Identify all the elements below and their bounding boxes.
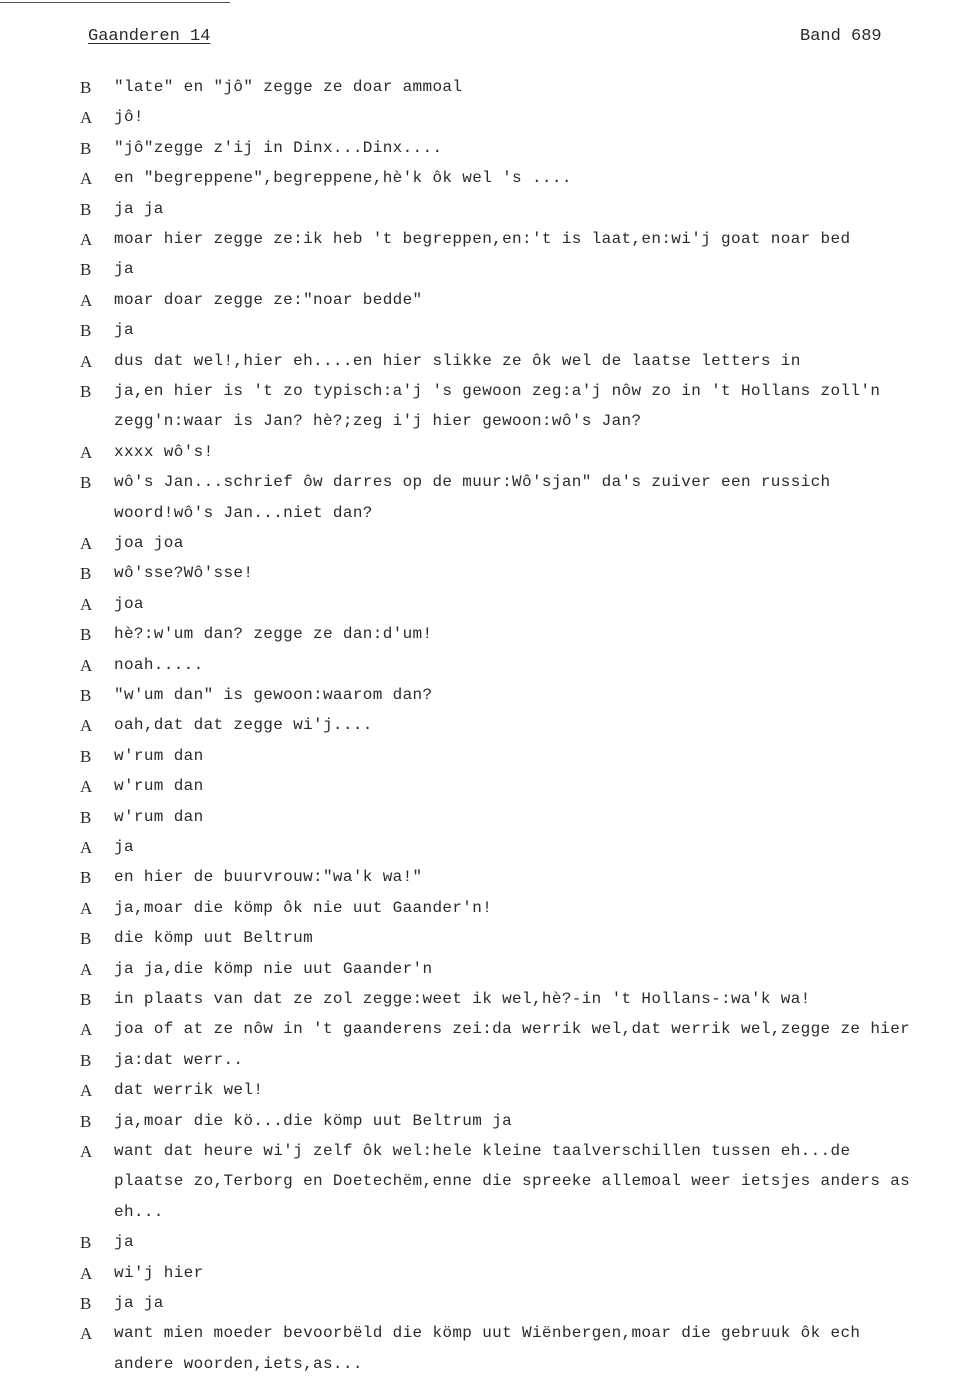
speaker-label: B: [80, 1050, 92, 1070]
utterance-text: ja: [114, 838, 134, 856]
utterance-text: in plaats van dat ze zol zegge:weet ik wel,hè?-in 't Hollans-:wa'k wa!: [114, 990, 811, 1008]
utterance-text: wô'sse?Wô'sse!: [114, 564, 254, 583]
speaker-label: B: [80, 260, 92, 280]
speaker-label: B: [80, 138, 92, 158]
utterance-text: want dat heure wi'j zelf ôk wel:hele kleine taalverschillen tussen eh...de: [114, 1142, 851, 1160]
speaker-label: B: [80, 382, 92, 401]
utterance-text: dat werrik wel!: [114, 1081, 264, 1100]
speaker-label: B: [80, 1294, 92, 1313]
utterance-text: moar doar zegge ze:"noar bedde": [114, 290, 423, 309]
utterance-text: ja ja,die kömp nie uut Gaander'n: [114, 959, 433, 978]
utterance-text: plaatse zo,Terborg en Doetechëm,enne die spreeke allemoal weer ietsjes anders as: [114, 1172, 911, 1191]
speaker-label: B: [80, 1233, 92, 1253]
speaker-label: A: [80, 1263, 93, 1283]
utterance-text: wi'j hier: [114, 1263, 204, 1282]
utterance-text: "w'um dan" is gewoon:waarom dan?: [114, 686, 433, 704]
speaker-label: B: [80, 990, 92, 1009]
utterance-text: jô!: [114, 108, 144, 127]
utterance-text: moar hier zegge ze:ik heb 't begreppen,en:'t is laat,en:wi'j goat noar bed: [114, 230, 851, 248]
speaker-label: A: [80, 1324, 93, 1344]
speaker-label: B: [80, 78, 92, 97]
speaker-label: A: [80, 1142, 93, 1161]
utterance-text: woord!wô's Jan...niet dan?: [114, 503, 373, 522]
utterance-text: eh...: [114, 1202, 164, 1221]
utterance-text: joa of at ze nôw in 't gaanderens zei:da werrik wel,dat werrik wel,zegge ze hier: [114, 1020, 911, 1039]
utterance-text: zegg'n:waar is Jan? hè?;zeg i'j hier gewoon:wô's Jan?: [114, 412, 642, 431]
utterance-text: ja,moar die kö...die kömp uut Beltrum ja: [114, 1111, 513, 1130]
speaker-label: B: [80, 686, 92, 705]
speaker-label: A: [80, 351, 93, 371]
utterance-text: ja,moar die kömp ôk nie uut Gaander'n!: [114, 898, 493, 917]
utterance-text: "jô"zegge z'ij in Dinx...Dinx....: [114, 138, 443, 157]
speaker-label: B: [80, 929, 92, 949]
speaker-label: A: [80, 1020, 93, 1040]
speaker-label: A: [80, 655, 93, 675]
utterance-text: joa joa: [114, 534, 184, 552]
speaker-label: A: [80, 777, 93, 797]
speaker-label: B: [80, 746, 92, 766]
page-header-title: Gaanderen 14: [88, 27, 211, 46]
top-rule: [0, 2, 230, 3]
utterance-text: en "begreppene",begreppene,hè'k ôk wel 's ....: [114, 169, 572, 188]
speaker-label: B: [80, 807, 92, 827]
speaker-label: B: [80, 199, 92, 219]
speaker-label: A: [80, 594, 93, 614]
utterance-text: ja: [114, 321, 134, 340]
utterance-text: w'rum dan: [114, 777, 204, 796]
speaker-label: B: [80, 625, 92, 645]
speaker-label: B: [80, 868, 92, 888]
speaker-label: A: [80, 534, 93, 553]
speaker-label: A: [80, 716, 93, 736]
utterance-text: die kömp uut Beltrum: [114, 929, 314, 948]
speaker-label: A: [80, 169, 93, 189]
utterance-text: oah,dat dat zegge wi'j....: [114, 716, 373, 735]
speaker-label: B: [80, 473, 92, 493]
utterance-text: en hier de buurvrouw:"wa'k wa!": [114, 868, 423, 887]
speaker-label: B: [80, 564, 92, 584]
utterance-text: xxxx wô's!: [114, 442, 214, 461]
speaker-label: B: [80, 321, 92, 341]
utterance-text: want mien moeder bevoorbëld die kömp uut Wiënbergen,moar die gebruuk ôk ech: [114, 1324, 861, 1343]
utterance-text: ja:dat werr..: [114, 1050, 244, 1069]
utterance-text: wô's Jan...schrief ôw darres op de muur:Wô'sjan" da's zuiver een russich: [114, 473, 831, 492]
page-header-band: Band 689: [800, 27, 882, 46]
speaker-label: A: [80, 838, 93, 857]
speaker-label: A: [80, 1081, 93, 1101]
utterance-text: ja ja: [114, 1294, 164, 1312]
speaker-label: A: [80, 108, 93, 128]
speaker-label: A: [80, 898, 93, 918]
speaker-label: A: [80, 230, 93, 249]
utterance-text: ja: [114, 1233, 134, 1252]
utterance-text: ja: [114, 260, 134, 279]
utterance-text: ja ja: [114, 199, 164, 218]
utterance-text: dus dat wel!,hier eh....en hier slikke ze ôk wel de laatse letters in: [114, 351, 801, 370]
utterance-text: noah.....: [114, 655, 204, 674]
speaker-label: A: [80, 959, 93, 979]
utterance-text: joa: [114, 594, 144, 613]
speaker-label: A: [80, 442, 93, 462]
speaker-label: A: [80, 290, 93, 310]
utterance-text: w'rum dan: [114, 807, 204, 826]
speaker-label: B: [80, 1111, 92, 1131]
utterance-text: hè?:w'um dan? zegge ze dan:d'um!: [114, 625, 433, 644]
utterance-text: andere woorden,iets,as...: [114, 1354, 363, 1373]
utterance-text: w'rum dan: [114, 746, 204, 765]
utterance-text: "late" en "jô" zegge ze doar ammoal: [114, 78, 463, 96]
utterance-text: ja,en hier is 't zo typisch:a'j 's gewoon zeg:a'j nôw zo in 't Hollans zoll'n: [114, 382, 881, 400]
